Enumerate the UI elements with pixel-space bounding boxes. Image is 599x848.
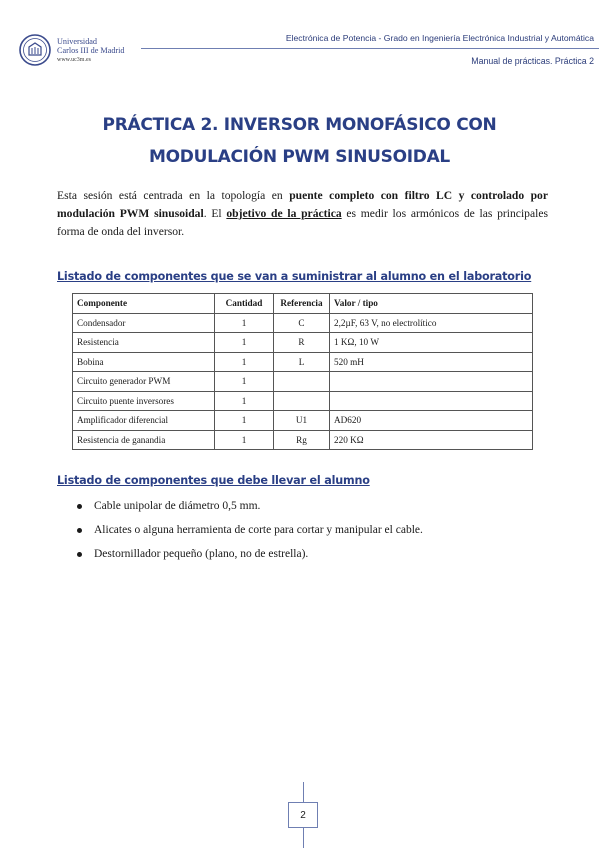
intro-text-1: Esta sesión está centrada en la topología en [57,189,290,202]
col-header-valor: Valor / tipo [330,294,533,314]
list-item-text: Cable unipolar de diámetro 0,5 mm. [94,500,261,512]
cell-cantidad: 1 [215,313,274,333]
bullet-icon [77,528,82,533]
page-number-line-bottom [303,828,304,848]
cell-valor: 1 KΩ, 10 W [330,333,533,353]
university-seal-icon [19,34,51,66]
section-title-supplied: Listado de componentes que se van a suministrar al alumno en el laboratorio [57,270,532,283]
cell-referencia: Rg [274,430,330,450]
bullet-icon [77,552,82,557]
intro-text-2: . El [203,207,227,220]
bullet-icon [77,504,82,509]
university-line2: Carlos III de Madrid [57,46,125,55]
cell-valor: 520 mH [330,352,533,372]
cell-valor: 220 KΩ [330,430,533,450]
cell-referencia [274,372,330,392]
table-row [73,352,533,372]
cell-cantidad: 1 [215,391,274,411]
cell-cantidad: 1 [215,430,274,450]
university-name [57,37,125,65]
cell-cantidad: 1 [215,372,274,392]
table-header-row [73,294,533,314]
cell-referencia [274,391,330,411]
list-item-text: Destornillador pequeño (plano, no de estrella). [94,548,309,560]
cell-valor [330,391,533,411]
university-line1: Universidad [57,37,98,46]
table-row [73,333,533,353]
section-title-student: Listado de componentes que debe llevar el alumno [57,474,370,487]
list-item-text: Alicates o alguna herramienta de corte para cortar y manipular el cable. [94,524,423,536]
header-divider [141,48,599,49]
list-item [58,522,423,546]
cell-componente: Bobina [73,352,215,372]
cell-valor: AD620 [330,411,533,431]
cell-valor [330,372,533,392]
page-number-line-top [303,782,304,802]
cell-referencia: L [274,352,330,372]
cell-referencia: C [274,313,330,333]
university-web: www.uc3m.es [57,57,91,63]
table-row [73,430,533,450]
cell-componente: Circuito puente inversores [73,391,215,411]
intro-paragraph [57,187,548,241]
page-number: 2 [288,802,318,828]
list-item [58,546,423,570]
components-table [72,293,533,450]
manual-header: Manual de prácticas. Práctica 2 [471,56,594,66]
intro-bold-1: puente completo con filtro LC y controlado por modulación PWM sinusoidal [57,189,549,220]
table-row [73,372,533,392]
list-item [58,498,423,522]
cell-cantidad: 1 [215,411,274,431]
col-header-referencia: Referencia [274,294,330,314]
course-header: Electrónica de Potencia - Grado en Ingeniería Electrónica Industrial y Automática [285,33,594,43]
page-title-line2: MODULACIÓN PWM SINUSOIDAL [149,147,450,167]
cell-componente: Amplificador diferencial [73,411,215,431]
cell-cantidad: 1 [215,352,274,372]
page-title-line1: PRÁCTICA 2. INVERSOR MONOFÁSICO CON [102,115,497,135]
cell-componente: Resistencia [73,333,215,353]
cell-componente: Resistencia de ganandia [73,430,215,450]
cell-cantidad: 1 [215,333,274,353]
cell-valor: 2,2µF, 63 V, no electrolítico [330,313,533,333]
col-header-cantidad: Cantidad [215,294,274,314]
cell-componente: Condensador [73,313,215,333]
cell-componente: Circuito generador PWM [73,372,215,392]
intro-text-3: es medir los armónicos de las principales forma de onda del inversor. [57,207,548,238]
table-row [73,391,533,411]
col-header-componente: Componente [73,294,215,314]
cell-referencia: U1 [274,411,330,431]
student-items-list [58,498,423,570]
table-row [73,313,533,333]
table-row [73,411,533,431]
intro-bold-2: objetivo de la práctica [226,207,342,220]
cell-referencia: R [274,333,330,353]
